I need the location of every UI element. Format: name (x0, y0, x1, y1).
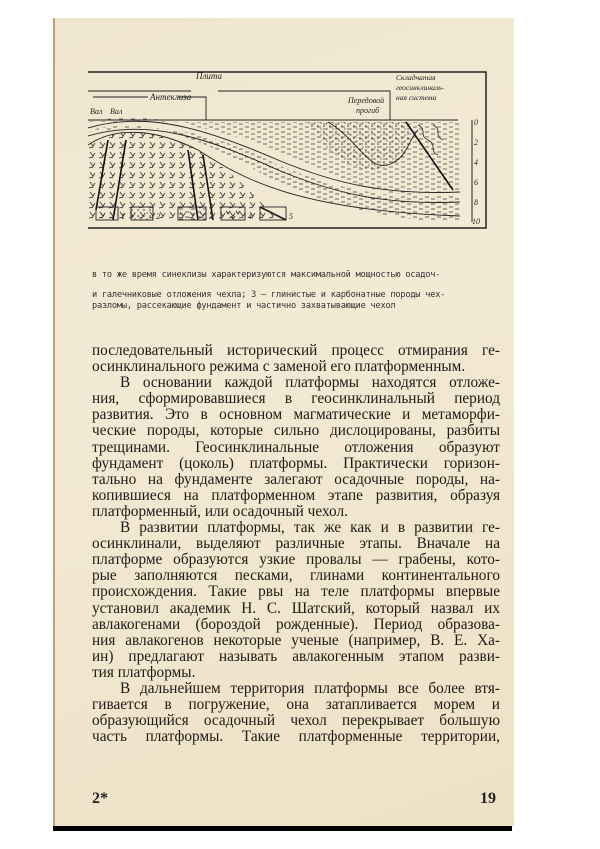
legend-2: 2 (156, 212, 160, 221)
text-line: образующийся осадочный чехол перекрывает большую (92, 712, 500, 730)
depth-tick: 4 (474, 158, 478, 167)
depth-tick: 10 (472, 217, 480, 226)
depth-tick: 6 (474, 178, 478, 187)
text-line: часть платформы. Такие платформенные территории, (92, 728, 500, 746)
legend-5: 5 (289, 212, 293, 221)
figure-caption-line: разломы, рассекающие фундамент и частично захватывающие чехол (92, 301, 396, 311)
text-line: ния, сформировавшиеся в геосинклинальный период (92, 390, 500, 408)
scan-edge (53, 826, 512, 831)
label-foredeep-2: прогиб (356, 106, 380, 115)
label-swell-2: Вал (110, 107, 123, 116)
text-line: копившиеся на платформенном этапе развития, образуя (92, 486, 500, 504)
label-fold-system-3: ная система (396, 93, 437, 102)
depth-tick: 0 (474, 118, 478, 127)
label-swell-1: Вал (90, 107, 103, 116)
text-line: ния авлакогенов некоторые ученые (например, В. Е. Ха- (92, 631, 500, 649)
figure-caption-line: и галечниковые отложения чехла; 3 — глинистые и карбонатные породы чех- (92, 290, 446, 300)
text-line: тия платформы. (92, 663, 196, 681)
legend-1: 1 (121, 212, 125, 221)
text-line: В развитии платформы, так же как и в развитии ге- (120, 519, 500, 537)
text-line: последовательный исторический процесс отмирания ге- (92, 342, 500, 359)
text-line: гивается в погружение, она затапливается морем и (92, 696, 500, 714)
text-line: ческие породы, которые сильно дислоцированы, разбиты (92, 422, 500, 440)
text-line: ин) предлагают называть авлакогенным этапом разви- (92, 647, 500, 665)
text-line: платформенный, или осадочный чехол. (92, 502, 348, 520)
legend-4: 4 (248, 212, 252, 221)
text-line: трещинами. Геосинклинальные отложения образуют (92, 438, 500, 456)
label-foredeep: Передовой (348, 96, 385, 105)
text-line: тально на фундаменте залегают осадочные породы, на- (92, 470, 500, 488)
text-line: платформе образуются узкие провалы — грабены, кото- (92, 551, 500, 569)
depth-tick: 8 (474, 198, 478, 207)
label-fold-system: Складчатая (396, 73, 436, 82)
label-plate: Плита (196, 71, 223, 81)
body-text (92, 343, 500, 745)
text-line: осинклинали, выделяют различные этапы. Вначале на (92, 535, 500, 553)
text-line: развития. Это в основном магматические и метаморфи- (92, 406, 500, 424)
text-line: В дальнейшем территория платформы все более втя- (120, 679, 500, 697)
label-anteclise: Антеклиза (150, 92, 192, 102)
text-line: осинклинального режима с заменой его платформенным. (92, 358, 466, 376)
page-number: 19 (480, 790, 496, 807)
text-line: рые заполняются песками, глинами континентального (92, 567, 500, 585)
label-fold-system-2: геосинклиналь- (396, 83, 445, 92)
figure-caption-line: в то же время синеклизы характеризуются максимальной мощностью осадоч- (92, 270, 441, 280)
geologic-cross-section-figure (88, 70, 490, 242)
text-line: установил академик Н. С. Шатский, который назвал их (92, 599, 500, 617)
text-line: происхождения. Такие рвы на теле платформы впервые (92, 583, 500, 601)
depth-tick: 2 (474, 138, 478, 147)
signature-mark: 2* (92, 790, 108, 807)
text-line: В основании каждой платформы находятся отложе- (120, 374, 500, 392)
text-line: фундамент (цоколь) платформы. Практически горизон- (92, 454, 500, 472)
text-line: авлакогенами (бороздой рожденные). Период образова- (92, 615, 500, 633)
legend-3: 3 (209, 212, 213, 221)
